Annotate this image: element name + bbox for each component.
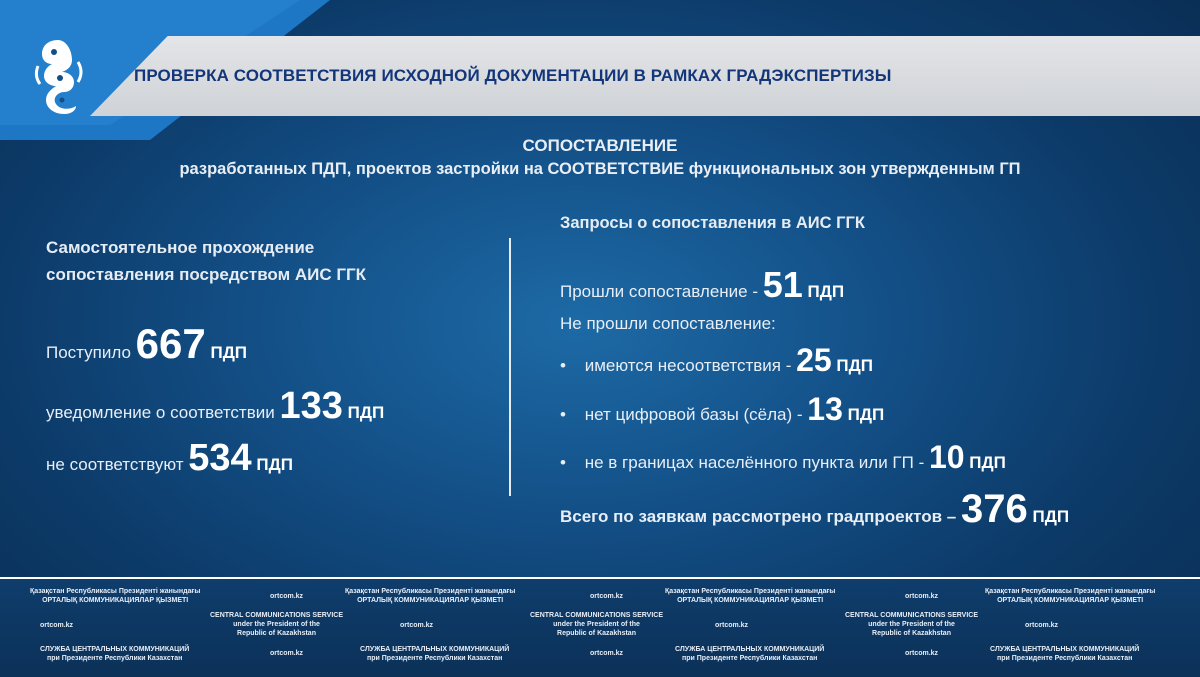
footer-site: ortcom.kz xyxy=(1025,622,1059,629)
bullet-no-digital-base-row xyxy=(560,391,884,428)
outside-boundary-label: не в границах населённого пункта или ГП - xyxy=(584,453,929,472)
footer-site: ortcom.kz xyxy=(590,593,624,600)
footer-kz-block: Қазақстан Республикасы Президенті жанындағы ОРТАЛЫҚ КОММУНИКАЦИЯЛАР ҚЫЗМЕТІ xyxy=(30,588,201,604)
right-column-heading: Запросы о сопоставления в АИС ГГК xyxy=(560,214,865,232)
no-digital-base-value: 13 xyxy=(807,391,843,427)
footer-ru-block: СЛУЖБА ЦЕНТРАЛЬНЫХ КОММУНИКАЦИЙ при Президенте Республики Казахстан xyxy=(990,646,1140,662)
footer-en-block: CENTRAL COMMUNICATIONS SERVICE under the President of the Republic of Kazakhstan xyxy=(210,612,344,637)
passed-label: Прошли сопоставление - xyxy=(560,282,763,301)
footer-ru-block: СЛУЖБА ЦЕНТРАЛЬНЫХ КОММУНИКАЦИЙ при Президенте Республики Казахстан xyxy=(40,646,190,662)
received-unit: ПДП xyxy=(210,343,248,362)
footer-watermark xyxy=(0,577,1200,677)
column-divider xyxy=(509,238,511,496)
footer-site: ortcom.kz xyxy=(905,650,939,657)
footer-kz-block: Қазақстан Республикасы Президенті жанындағы ОРТАЛЫҚ КОММУНИКАЦИЯЛАР ҚЫЗМЕТІ xyxy=(665,588,836,604)
compliance-notice-unit: ПДП xyxy=(347,403,385,422)
bullet-icon: • xyxy=(560,405,566,424)
total-label: Всего по заявкам рассмотрено градпроектов – xyxy=(560,507,961,526)
compliance-notice-value: 133 xyxy=(279,385,343,427)
section-heading: СОПОСТАВЛЕНИЕ xyxy=(522,136,678,155)
total-value: 376 xyxy=(961,487,1028,531)
snow-leopard-emblem-icon xyxy=(30,36,86,120)
footer-site: ortcom.kz xyxy=(590,650,624,657)
non-compliant-value: 534 xyxy=(188,437,252,479)
bullet-icon: • xyxy=(560,453,566,472)
compliance-notice-label: уведомление о соответствии xyxy=(46,403,275,422)
mismatch-value: 25 xyxy=(796,342,832,378)
bullet-outside-boundary-row xyxy=(560,439,1006,476)
footer-ru-block: СЛУЖБА ЦЕНТРАЛЬНЫХ КОММУНИКАЦИЙ при Президенте Республики Казахстан xyxy=(360,646,510,662)
footer-site: ortcom.kz xyxy=(400,622,434,629)
received-row xyxy=(46,320,247,368)
bullet-mismatch-row xyxy=(560,342,873,379)
left-heading-line1: Самостоятельное прохождение xyxy=(46,238,315,257)
mismatch-label: имеются несоответствия - xyxy=(584,356,797,375)
received-label: Поступило xyxy=(46,343,131,362)
mismatch-unit: ПДП xyxy=(836,356,873,375)
footer-kz-block: Қазақстан Республикасы Президенті жанындағы ОРТАЛЫҚ КОММУНИКАЦИЯЛАР ҚЫЗМЕТІ xyxy=(985,588,1156,604)
not-passed-label: Не прошли сопоставление: xyxy=(560,314,776,333)
received-value: 667 xyxy=(135,320,206,367)
footer-en-block: CENTRAL COMMUNICATIONS SERVICE under the President of the Republic of Kazakhstan xyxy=(845,612,979,637)
total-row xyxy=(560,487,1069,532)
left-column-heading xyxy=(46,234,466,288)
page-title: ПРОВЕРКА СООТВЕТСТВИЯ ИСХОДНОЙ ДОКУМЕНТАЦИИ В РАМКАХ ГРАДЭКСПЕРТИЗЫ xyxy=(134,66,892,85)
section-subheading: разработанных ПДП, проектов застройки на СООТВЕТСТВИЕ функциональных зон утвержденным ГП xyxy=(179,160,1021,178)
footer-site: ortcom.kz xyxy=(715,622,749,629)
outside-boundary-value: 10 xyxy=(928,439,965,475)
non-compliant-unit: ПДП xyxy=(256,455,293,474)
outside-boundary-unit: ПДП xyxy=(969,453,1006,472)
footer-ru-block: СЛУЖБА ЦЕНТРАЛЬНЫХ КОММУНИКАЦИЙ при Президенте Республики Казахстан xyxy=(675,646,825,662)
no-digital-base-unit: ПДП xyxy=(847,405,885,424)
non-compliant-row xyxy=(46,437,293,480)
footer-site: ortcom.kz xyxy=(40,622,74,629)
bullet-icon: • xyxy=(560,356,566,375)
non-compliant-label: не соответствуют xyxy=(46,455,184,474)
footer-site: ortcom.kz xyxy=(270,593,304,600)
footer-kz-block: Қазақстан Республикасы Президенті жанындағы ОРТАЛЫҚ КОММУНИКАЦИЯЛАР ҚЫЗМЕТІ xyxy=(345,588,516,604)
passed-row xyxy=(560,264,844,306)
passed-unit: ПДП xyxy=(807,282,845,301)
left-heading-line2: сопоставления посредством АИС ГГК xyxy=(46,265,367,284)
footer-site: ortcom.kz xyxy=(905,593,939,600)
no-digital-base-label: нет цифровой базы (сёла) - xyxy=(584,405,808,424)
passed-value: 51 xyxy=(762,264,803,305)
footer-en-block: CENTRAL COMMUNICATIONS SERVICE under the President of the Republic of Kazakhstan xyxy=(530,612,664,637)
footer-site: ortcom.kz xyxy=(270,650,304,657)
compliance-notice-row xyxy=(46,385,384,428)
total-unit: ПДП xyxy=(1032,507,1070,526)
